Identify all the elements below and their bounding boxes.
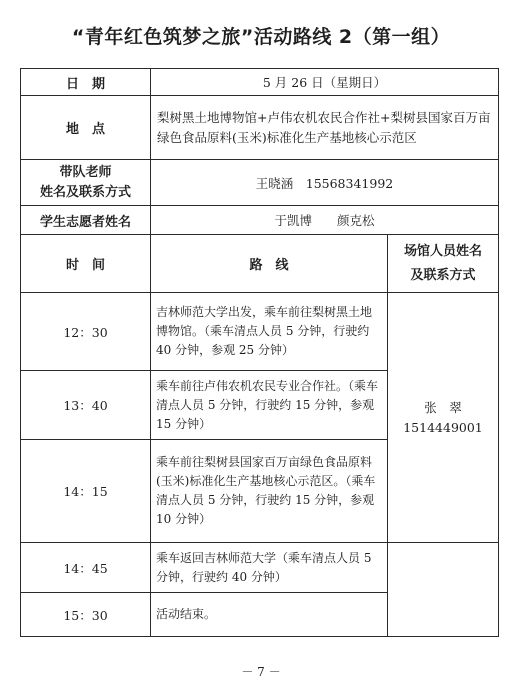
schedule-time: 14：15 (21, 440, 151, 543)
schedule-route: 乘车前往卢伟农机农民专业合作社。（乘车清点人员 5 分钟，行驶约 15 分钟，参观 15 分钟） (151, 371, 388, 440)
schedule-time: 14：45 (21, 543, 151, 593)
students-label: 学生志愿者姓名 (21, 206, 151, 235)
teacher-value: 王晓涵 15568341992 (151, 160, 499, 206)
schedule-route: 吉林师范大学出发，乘车前往梨树黑土地博物馆。（乘车清点人员 5 分钟，行驶约 40 分钟，参观 25 分钟） (151, 293, 388, 371)
schedule-row (21, 293, 499, 371)
date-value: 5 月 26 日（星期日） (151, 69, 499, 96)
time-header: 时 间 (21, 235, 151, 293)
schedule-route: 活动结束。 (151, 593, 388, 637)
place-row (21, 96, 499, 160)
schedule-row (21, 543, 499, 593)
schedule-route: 乘车前往梨树县国家百万亩绿色食品原料(玉米)标准化生产基地核心示范区。（乘车清点人员 5 分钟，行驶约 15 分钟，参观 10 分钟） (151, 440, 388, 543)
page-number: － 7 － (241, 665, 281, 679)
place-value: 梨树黑土地博物馆+卢伟农机农民合作社+梨树县国家百万亩绿色食品原料(玉米)标准化生产基地核心示范区 (151, 96, 499, 160)
contact-empty-cell (388, 543, 499, 637)
teacher-row (21, 160, 499, 206)
contact-name: 张 翠 (424, 399, 462, 415)
document-title: “青年红色筑梦之旅”活动路线 2（第一组） (71, 26, 451, 48)
schedule-time: 13：40 (21, 371, 151, 440)
date-row (21, 69, 499, 96)
schedule-route: 乘车返回吉林师范大学（乘车清点人员 5 分钟，行驶约 40 分钟） (151, 543, 388, 593)
schedule-time: 15：30 (21, 593, 151, 637)
schedule-time: 12：30 (21, 293, 151, 371)
place-label: 地 点 (21, 96, 151, 160)
schedule-header-row (21, 235, 499, 293)
route-table (20, 68, 499, 637)
contact-header: 场馆人员姓名 及联系方式 (388, 235, 499, 293)
contact-phone: 1514449001 (403, 419, 483, 435)
date-label: 日 期 (21, 69, 151, 96)
venue-contact (388, 293, 499, 543)
route-header: 路 线 (151, 235, 388, 293)
students-value: 于凯博 颜克松 (151, 206, 499, 235)
teacher-label: 带队老师 姓名及联系方式 (21, 160, 151, 206)
students-row (21, 206, 499, 235)
